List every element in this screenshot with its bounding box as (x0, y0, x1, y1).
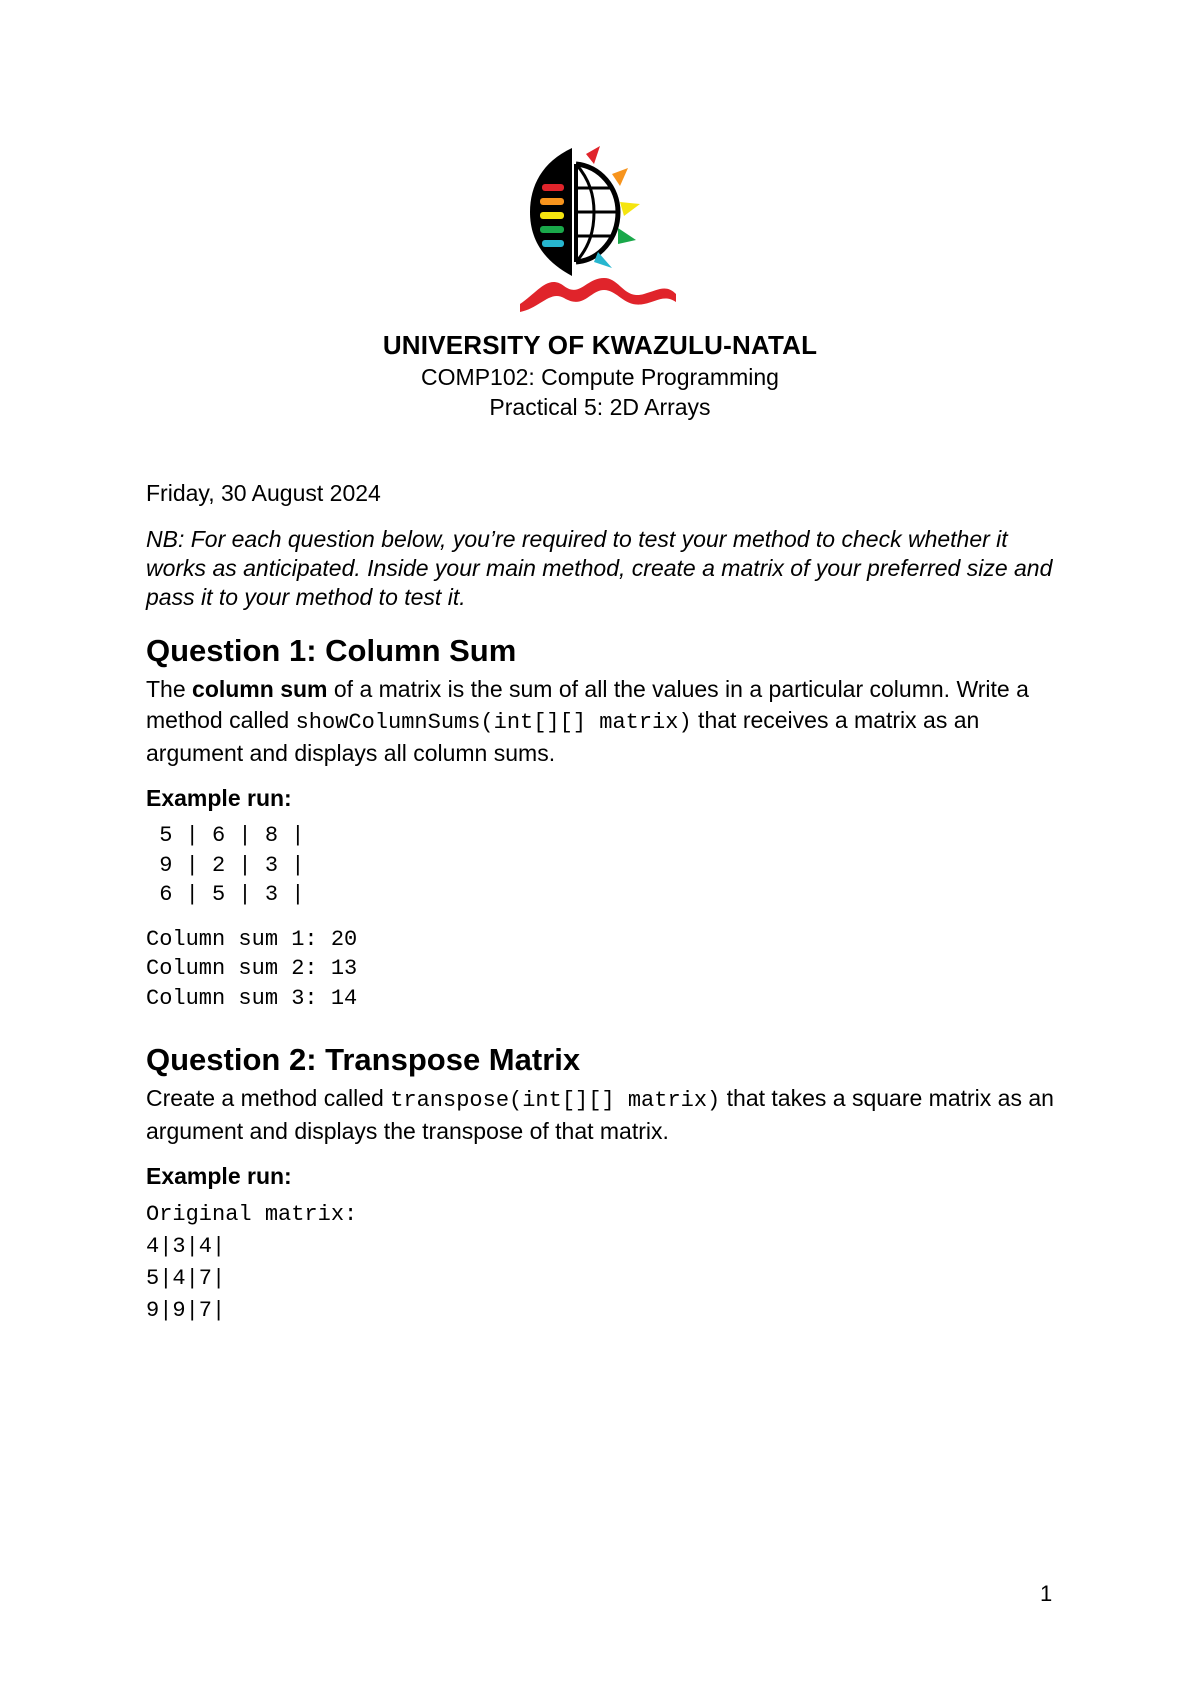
q2-method-signature: transpose(int[][] matrix) (390, 1088, 721, 1113)
university-name: UNIVERSITY OF KWAZULU-NATAL (382, 330, 818, 360)
q1-matrix-row: 9 | 2 | 3 | (146, 852, 305, 878)
q2-output-line: Original matrix: (146, 1202, 358, 1227)
q1-matrix-row: 5 | 6 | 8 | (146, 823, 305, 848)
q1-output-line: Column sum 1: 20 (146, 926, 358, 952)
q2-text-part: that takes a square matrix as an argument and displays the transpose of that matrix. (146, 1085, 1054, 1144)
practical-title: Practical 5: 2D Arrays (489, 394, 711, 420)
q1-matrix-row: 6 | 5 | 3 | (146, 882, 305, 907)
q2-example-label: Example run: (146, 1163, 292, 1189)
q2-output-line: 5|4|7| (146, 1266, 226, 1291)
question-2-description (146, 1083, 1066, 1147)
university-logo (520, 144, 680, 314)
q2-output-line: 9|9|7| (146, 1298, 226, 1323)
q1-output-line: Column sum 2: 13 (146, 956, 358, 981)
q1-example-label: Example run: (146, 785, 292, 811)
q2-output-line: 4|3|4| (146, 1234, 226, 1259)
question-1-title: Question 1: Column Sum (146, 633, 517, 668)
q2-text-part: Create a method called (146, 1085, 391, 1111)
q1-method-signature: showColumnSums(int[][] matrix) (295, 710, 692, 735)
q1-bold-term: column sum (192, 676, 328, 702)
q1-text-part: of a matrix is the sum of all the values in a particular column. Write a method called (146, 676, 1029, 733)
q1-text-part: that receives a matrix as an argument and displays all column sums. (146, 707, 980, 766)
question-2-title: Question 2: Transpose Matrix (146, 1042, 581, 1077)
ukzn-crest-icon (520, 144, 680, 314)
page-number: 1 (1040, 1581, 1053, 1606)
document-header (0, 328, 1200, 422)
course-title: COMP102: Compute Programming (421, 364, 779, 390)
document-date: Friday, 30 August 2024 (146, 480, 381, 506)
q1-text-part: The (146, 676, 193, 702)
document-body (146, 478, 1066, 1327)
nb-note: NB: For each question below, you’re required to test your method to check whether it works as anticipated. Inside your main method, create a matrix of your preferred size and pass it to your method to test it. (146, 526, 1053, 610)
q1-output-line: Column sum 3: 14 (146, 985, 358, 1011)
question-1-description (146, 674, 1066, 769)
